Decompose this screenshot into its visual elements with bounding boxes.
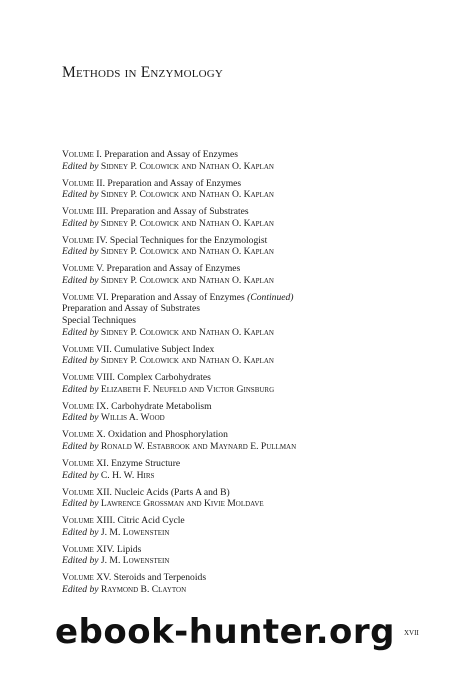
editor-names: Sidney P. Colowick and Nathan O. Kaplan [100,160,274,172]
editor-names: Sidney P. Colowick and Nathan O. Kaplan [100,355,274,367]
volume-editors [62,161,422,173]
volume-title: Preparation and Assay of Substrates [110,206,249,218]
volume-entry [62,292,422,338]
volume-title: Enzyme Structure [111,457,181,469]
volume-entry [62,149,422,172]
editor-names: Lawrence Grossman and Kivie Moldave [100,498,264,510]
volume-label: Volume X. [62,429,106,441]
volume-editors [62,189,422,201]
volume-label: Volume III. [62,206,109,218]
edited-by-label: Edited by [62,274,99,286]
volume-editors [62,246,422,258]
edited-by-label: Edited by [62,526,99,538]
edited-by-label: Edited by [62,326,99,338]
volume-title: Preparation and Assay of Enzymes [106,263,241,275]
volume-label: Volume XII. [62,486,112,498]
editor-names: Sidney P. Colowick and Nathan O. Kaplan [100,274,274,286]
volume-title-continued: (Continued) [247,291,294,303]
volume-title: Steroids and Terpenoids [113,572,207,584]
volume-label: Volume XIII. [62,515,116,527]
edited-by-label: Edited by [62,217,99,229]
volume-title: Lipids [116,543,142,555]
volume-label: Volume XV. [62,572,112,584]
volume-editors [62,498,422,510]
edited-by-label: Edited by [62,412,99,424]
volume-heading [62,235,422,247]
volume-heading [62,572,422,584]
volume-entry [62,344,422,367]
volume-subtitle: Special Techniques [62,315,137,327]
edited-by-label: Edited by [62,555,99,567]
volume-title: Cumulative Subject Index [114,343,215,355]
edited-by-label: Edited by [62,355,99,367]
volume-label: Volume V. [62,263,105,275]
page-number: xvii [404,627,419,638]
volume-label: Volume VII. [62,343,112,355]
volume-entry [62,235,422,258]
volume-editors [62,555,422,567]
volume-title: Oxidation and Phosphorylation [107,429,228,441]
editor-names: J. M. Lowenstein [100,526,170,538]
edited-by-label: Edited by [62,383,99,395]
volume-entry [62,429,422,452]
volume-heading [62,487,422,499]
volume-editors [62,441,422,453]
volume-label: Volume XIV. [62,543,115,555]
editor-names: Sidney P. Colowick and Nathan O. Kaplan [100,217,274,229]
editor-names: Sidney P. Colowick and Nathan O. Kaplan [100,326,274,338]
volume-title: Preparation and Assay of Enzymes [107,177,242,189]
edited-by-label: Edited by [62,469,99,481]
volume-label: Volume VIII. [62,372,115,384]
volume-heading [62,401,422,413]
volume-heading [62,178,422,190]
editor-names: Sidney P. Colowick and Nathan O. Kaplan [100,189,274,201]
volume-editors [62,470,422,482]
editor-names: Willis A. Wood [100,412,165,424]
volume-label: Volume IV. [62,234,108,246]
editor-names: C. H. W. Hirs [100,469,155,481]
volume-heading [62,515,422,527]
editor-names: Elizabeth F. Neufeld and Victor Ginsburg [100,383,275,395]
volume-entry [62,515,422,538]
volume-editors [62,275,422,287]
volume-list [62,149,422,601]
volume-entry [62,544,422,567]
volume-label: Volume VI. [62,291,109,303]
volume-title: Citric Acid Cycle [117,515,185,527]
volume-label: Volume I. [62,149,102,160]
editor-names: Ronald W. Estabrook and Maynard E. Pullman [100,440,297,452]
volume-heading [62,429,422,441]
volume-heading [62,372,422,384]
volume-heading [62,263,422,275]
edited-by-label: Edited by [62,246,99,258]
volume-editors [62,218,422,230]
volume-entry [62,263,422,286]
volume-heading [62,149,422,161]
volume-label: Volume II. [62,177,106,189]
volume-label: Volume XI. [62,457,109,469]
volume-entry [62,206,422,229]
edited-by-label: Edited by [62,498,99,510]
volume-heading [62,292,422,304]
volume-entry [62,458,422,481]
volume-entry [62,372,422,395]
editor-names: J. M. Lowenstein [100,555,170,567]
edited-by-label: Edited by [62,583,99,595]
watermark-text: ebook-hunter.org [54,612,396,652]
volume-title: Preparation and Assay of Enzymes [110,291,245,303]
volume-heading [62,206,422,218]
volume-entry [62,572,422,595]
edited-by-label: Edited by [62,160,99,172]
volume-editors [62,384,422,396]
volume-subtitle: Preparation and Assay of Substrates [62,303,201,315]
volume-editors [62,327,422,339]
edited-by-label: Edited by [62,189,99,201]
volume-heading [62,544,422,556]
volume-title: Nucleic Acids (Parts A and B) [114,486,230,498]
volume-entry [62,487,422,510]
volume-title: Complex Carbohydrates [117,372,211,384]
edited-by-label: Edited by [62,440,99,452]
volume-title: Preparation and Assay of Enzymes [104,149,238,160]
editor-names: Raymond B. Clayton [100,583,187,595]
volume-title: Carbohydrate Metabolism [111,400,212,412]
volume-heading [62,458,422,470]
page-title: Methods in Enzymology [62,64,224,81]
volume-label: Volume IX. [62,400,109,412]
volume-title: Special Techniques for the Enzymologist [109,234,268,246]
volume-editors [62,584,422,596]
volume-editors [62,527,422,539]
editor-names: Sidney P. Colowick and Nathan O. Kaplan [100,246,274,258]
volume-entry [62,401,422,424]
volume-editors [62,412,422,424]
volume-entry [62,178,422,201]
volume-editors [62,355,422,367]
volume-heading [62,344,422,356]
